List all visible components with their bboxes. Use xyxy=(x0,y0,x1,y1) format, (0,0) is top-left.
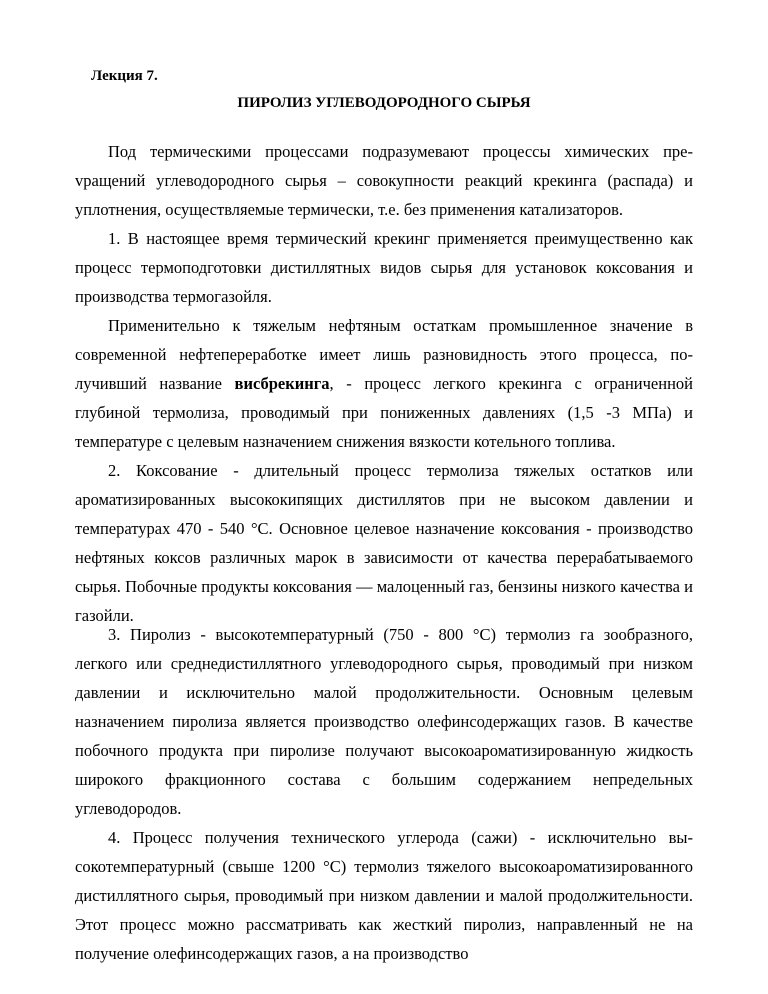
paragraph-pyrolysis: 3. Пиролиз - высокотемпературный (750 - 800 °С) термолиз га зообразного, легкого или среднедистиллятного углеводородного сырья, проводимый при низком давлении и исключительно малой продолжительности. Основным целевым назначением пиролиза является производство олефинсодержащих газов. В качестве побочного продукта при пиролизе получают высокоароматизированную жидкость широкого фракционного состава с большим содержанием непредельных углеводородов. xyxy=(75,625,693,818)
paragraph-visbreaking xyxy=(75,311,693,456)
paragraph-visbreaking-text-1: Применительно к тяжелым нефтяным остаткам промышленное значение в современной нефтепереработке имеет лишь разновидность этого процесса, получивший название xyxy=(75,316,693,393)
paragraph-visbreaking-text-2: , - процесс легкого крекинга с ограниченной глубиной термолиза, проводимый при пониженных давлениях (1,5 -3 МПа) и температуре с целевым назначением снижения вязкости котельного топлива. xyxy=(75,374,693,451)
visbreaking-term: висбрекинга xyxy=(234,374,330,393)
paragraph-intro: Под термическими процессами подразумевают процессы химических преvращений углеводородного сырья – совокупности реакций крекинга (распада) и уплотнения, осуществляемые термически, т.е. без применения катализаторов. xyxy=(75,142,693,219)
lecture-label: Лекция 7. xyxy=(91,68,158,84)
page-title: ПИРОЛИЗ УГЛЕВОДОРОДНОГО СЫРЬЯ xyxy=(237,95,531,111)
paragraph-coking: 2. Коксование - длительный процесс термолиза тяжелых остатков или ароматизированных высококипящих дистиллятов при не высоком давлении и температурах 470 - 540 °С. Основное целевое назначение коксования - производство нефтяных коксов различных марок в зависимости от качества перерабатываемого сырья. Побочные продукты коксования — малоценный газ, бензины низкого качества и газойли. xyxy=(75,461,693,625)
paragraph-thermal-cracking: 1. В настоящее время термический крекинг применяется преимущественно как процесс термоподготовки дистиллятных видов сырья для установок коксования и производства термогазойля. xyxy=(75,229,693,306)
paragraph-carbon-black: 4. Процесс получения технического углерода (сажи) - исключительно высокотемпературный (свыше 1200 °С) термолиз тяжелого высокоароматизированного дистиллятного сырья, проводимый при низком давлении и малой продолжительности. Этот процесс можно рассматривать как жесткий пиролиз, направленный не на получение олефинсодержащих газов, а на производство xyxy=(75,828,693,963)
